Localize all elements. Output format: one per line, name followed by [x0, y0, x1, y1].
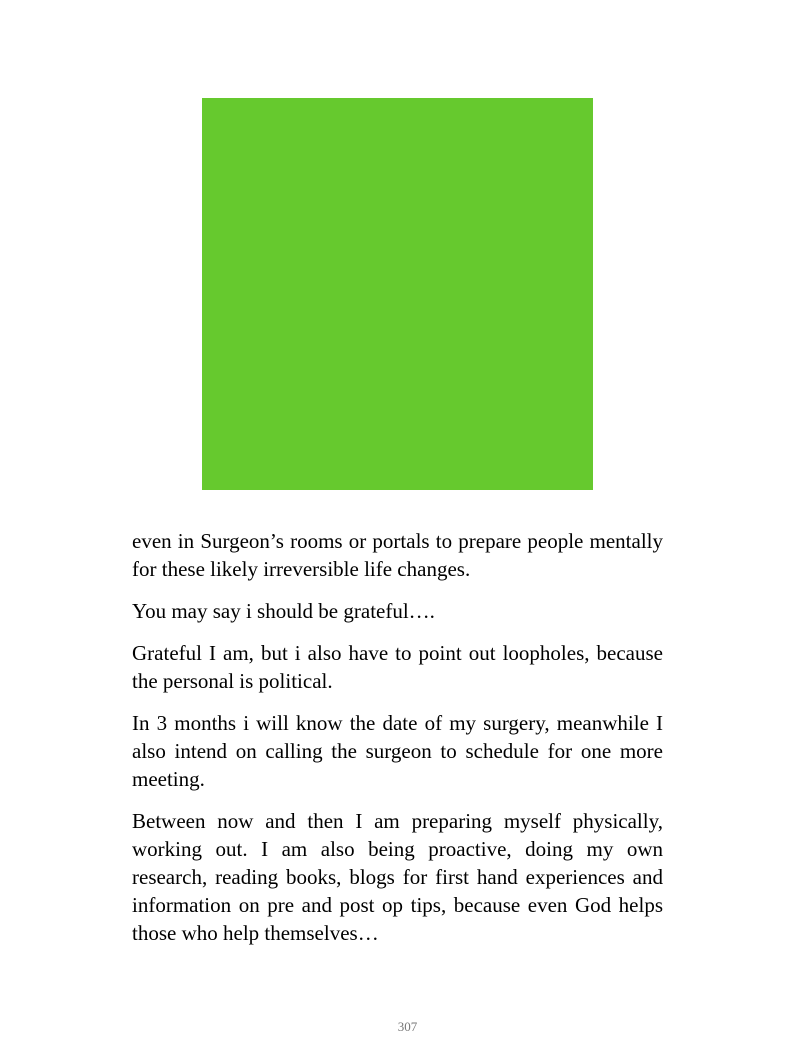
paragraph: You may say i should be grateful….: [132, 599, 435, 623]
paragraph: Between now and then I am preparing myself physically, working out. I am also being proactive, doing my own research, reading books, blogs for first hand experiences and information on pre and post op tips, because even God helps those who help themselves…: [132, 809, 663, 945]
paragraph: Grateful I am, but i also have to point out loopholes, because the personal is political.: [132, 641, 663, 693]
body-text: [132, 527, 663, 961]
paragraph: even in Surgeon’s rooms or portals to prepare people mentally for these likely irreversible life changes.: [132, 529, 663, 581]
paragraph: In 3 months i will know the date of my surgery, meanwhile I also intend on calling the surgeon to schedule for one more meeting.: [132, 711, 663, 791]
green-image-block: [202, 98, 593, 490]
page-number: 307: [397, 1019, 418, 1034]
